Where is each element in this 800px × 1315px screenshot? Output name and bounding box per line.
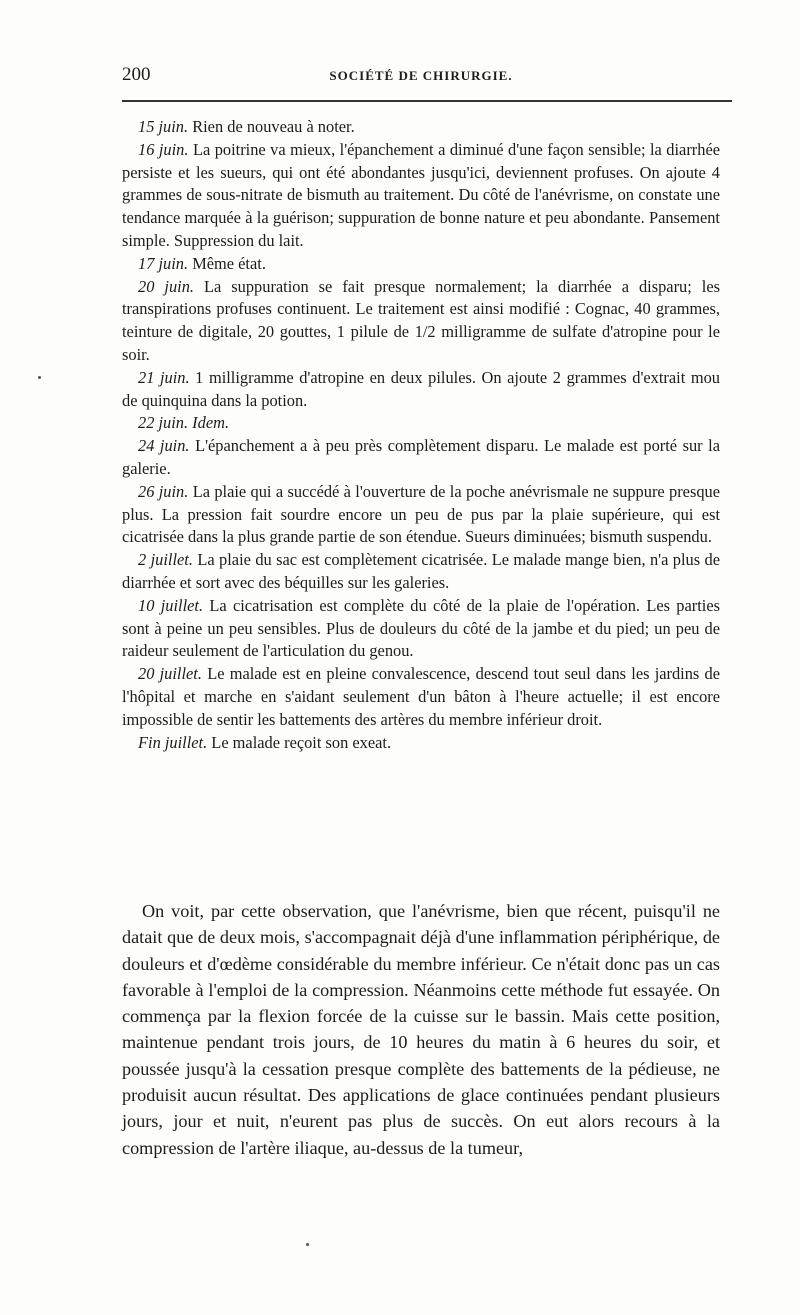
entry-date: 17 juin. <box>138 253 189 273</box>
journal-entry <box>122 276 720 367</box>
journal-entry <box>122 412 720 435</box>
commentary <box>122 898 720 1161</box>
journal-entry <box>122 435 720 481</box>
journal-entry <box>122 116 720 139</box>
entry-date: 15 juin. <box>138 117 189 136</box>
header-rule <box>122 100 732 102</box>
journal-entry <box>122 732 720 755</box>
entry-text: La suppuration se fait presque normalement; la diarrhée a disparu; les transpirations profuses continuent. Le traitement est ainsi modifié : Cognac, 40 grammes, teinture de digitale, 20 gouttes, 1 pilule de 1/2 milligramme de sulfate d'atropine pour le soir. <box>122 276 720 364</box>
entry-date: Fin juillet. <box>138 732 208 752</box>
entry-date: 20 juin. <box>138 276 194 296</box>
journal-entry <box>122 663 720 731</box>
commentary-paragraph: On voit, par cette observation, que l'anévrisme, bien que récent, puisqu'il ne datait que de deux mois, s'accompagnait déjà d'une inflammation périphérique, de douleurs et d'œdème considérable du membre inférieur. Ce n'était donc pas un cas favorable à l'emploi de la compression. Néanmoins cette méthode fut essayée. On commença par la flexion forcée de la cuisse sur le bassin. Mais cette position, maintenue pendant trois jours, de 10 heures du matin à 6 heures du soir, et poussée jusqu'à la cessation presque complète des battements de la pédieuse, ne produisit aucun résultat. Des applications de glace continuées pendant plusieurs jours, jour et nuit, n'eurent pas plus de succès. On eut alors recours à la compression de l'artère iliaque, au-dessus de la tumeur, <box>122 901 720 1158</box>
journal-entry <box>122 549 720 595</box>
entry-date: 10 juillet. <box>138 595 204 615</box>
running-title: SOCIÉTÉ DE CHIRURGIE. <box>329 68 513 83</box>
entry-text: Le malade est en pleine convalescence, descend tout seul dans les jardins de l'hôpital et marche en s'aidant seulement d'un bâton à l'heure actuelle; il est encore impossible de sentir les battements des artères du membre inférieur droit. <box>122 664 721 729</box>
entry-date: 16 juin. <box>138 139 189 159</box>
entry-text: La poitrine va mieux, l'épanchement a diminué d'une façon sensible; la diarrhée persiste et les sueurs, qui ont été abondantes jusqu'ici, deviennent profuses. On ajoute 4 grammes de sous-nitrate de bismuth au traitement. Du côté de l'anévrisme, on constate une tendance marquée à la guérison; suppuration de bonne nature et peu abondante. Pansement simple. Suppression du lait. <box>122 139 720 250</box>
entry-date: 22 juin. Idem. <box>138 413 230 433</box>
journal-entry <box>122 253 720 276</box>
page-number: 200 <box>122 64 151 85</box>
entry-text: Rien de nouveau à noter. <box>188 117 355 136</box>
entry-text: L'épanchement a à peu près complètement disparu. Le malade est porté sur la galerie. <box>122 436 720 478</box>
clinical-journal <box>122 116 720 754</box>
entry-date: 21 juin. <box>138 367 190 387</box>
entry-text: La plaie qui a succédé à l'ouverture de la poche anévrismale ne suppure presque plus. La pression fait sourdre encore un peu de pus par la plaie supérieure, qui est cicatrisée dans la plus grande partie de son étendue. Sueurs diminuées; bismuth suspendu. <box>122 481 720 547</box>
entry-date: 2 juillet. <box>138 550 193 570</box>
page-header <box>122 64 720 92</box>
scan-speck <box>38 376 41 379</box>
entry-text: La plaie du sac est complètement cicatrisée. Le malade mange bien, n'a plus de diarrhée et sort avec des béquilles sur les galeries. <box>122 550 720 592</box>
book-page <box>122 64 720 92</box>
scan-speck <box>306 1243 309 1246</box>
entry-text: Même état. <box>188 253 266 273</box>
entry-text: Le malade reçoit son exeat. <box>207 732 392 752</box>
journal-entry <box>122 139 720 253</box>
entry-text: 1 milligramme d'atropine en deux pilules. On ajoute 2 grammes d'extrait mou de quinquina dans la potion. <box>122 367 720 410</box>
entry-date: 26 juin. <box>138 481 189 501</box>
entry-date: 24 juin. <box>138 436 190 456</box>
entry-text: La cicatrisation est complète du côté de la plaie de l'opération. Les parties sont à peine un peu sensibles. Plus de douleurs du côté de la jambe et du pied; un peu de raideur seulement de l'articulation du genou. <box>122 595 720 661</box>
journal-entry <box>122 481 720 549</box>
entry-date: 20 juillet. <box>138 664 202 684</box>
journal-entry <box>122 367 720 413</box>
journal-entry <box>122 595 720 663</box>
